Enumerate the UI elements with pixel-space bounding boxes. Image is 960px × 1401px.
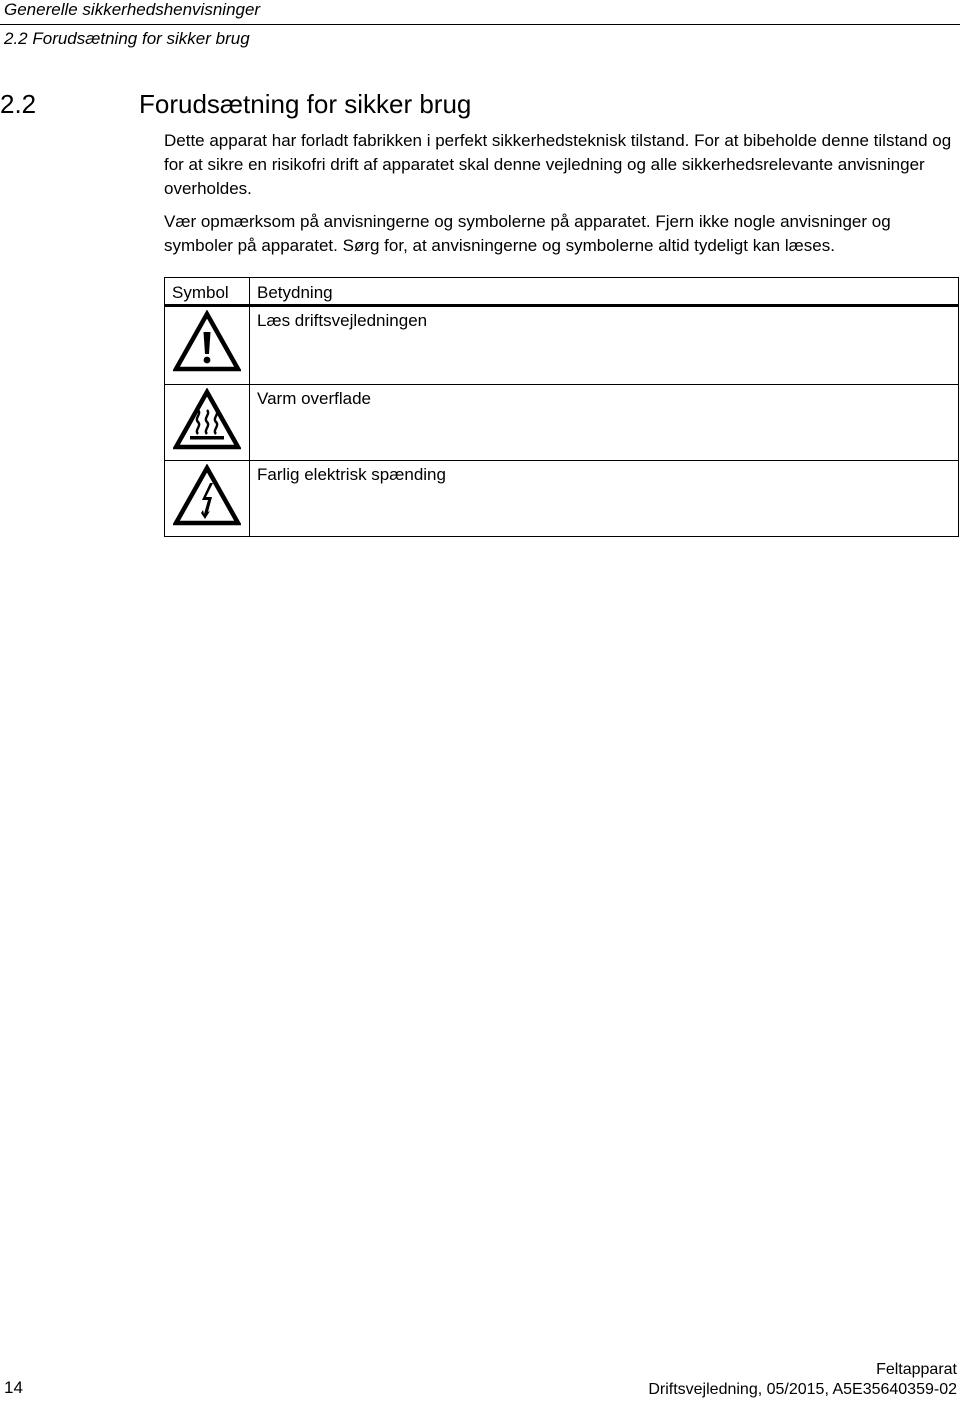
symbol-cell [165, 306, 250, 385]
symbol-cell [165, 385, 250, 461]
table-row [165, 306, 959, 385]
paragraph-symbols-notice: Vær opmærksom på anvisningerne og symbolerne på apparatet. Fjern ikke nogle anvisninger og symboler på apparatet. Sørg for, at anvisningerne og symbolerne altid tydeligt kan læses. [164, 212, 891, 255]
electric-voltage-icon [165, 464, 249, 526]
footer-product: Feltapparat [876, 1361, 957, 1378]
meaning-cell: Farlig elektrisk spænding [250, 461, 959, 537]
table-row [165, 461, 959, 537]
table-row [165, 385, 959, 461]
meaning-cell: Læs driftsvejledningen [250, 306, 959, 385]
warning-exclamation-icon [165, 310, 249, 372]
section-heading [0, 88, 471, 120]
chapter-title: Generelle sikkerhedshenvisninger [4, 0, 261, 19]
hot-surface-icon [165, 388, 249, 450]
page-number: 14 [4, 1378, 23, 1397]
section-title: Forudsætning for sikker brug [139, 89, 472, 119]
symbol-cell [165, 461, 250, 537]
footer-document: Driftsvejledning, 05/2015, A5E35640359-02 [648, 1381, 957, 1398]
table-header-row [165, 278, 959, 306]
running-header [0, 0, 960, 48]
footer-doc-info [648, 1360, 957, 1400]
meaning-cell: Varm overflade [250, 385, 959, 461]
header-meaning: Betydning [250, 278, 959, 306]
section-number: 2.2 [0, 89, 37, 119]
section-breadcrumb: 2.2 Forudsætning for sikker brug [4, 29, 250, 48]
paragraph-safety-condition: Dette apparat har forladt fabrikken i perfekt sikkerhedsteknisk tilstand. For at bibeholde denne tilstand og for at sikre en risikofri drift af apparatet skal denne vejledning og alle sikkerhedsrelevante anvisninger overholdes. [164, 131, 952, 198]
header-symbol: Symbol [165, 278, 250, 306]
header-rule [0, 24, 960, 25]
symbol-table [164, 277, 959, 537]
